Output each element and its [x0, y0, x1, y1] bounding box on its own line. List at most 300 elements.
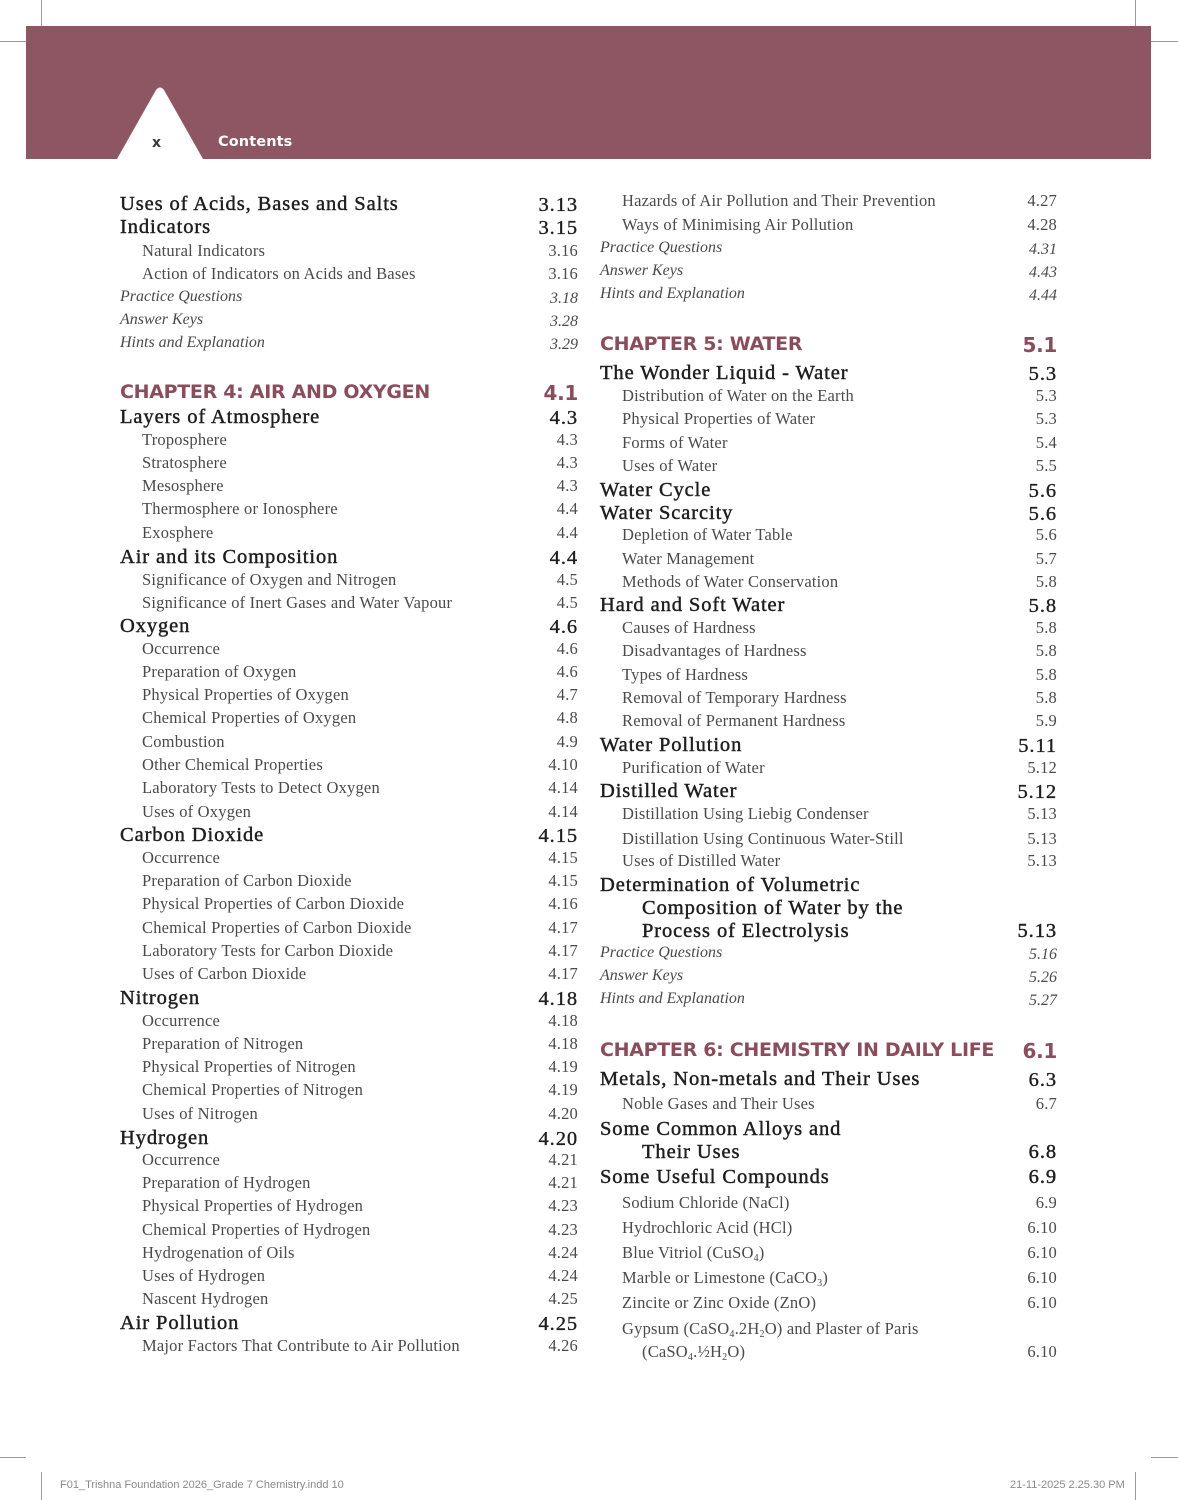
toc-entry-heading[interactable] [120, 216, 578, 240]
toc-entry-heading[interactable] [120, 1127, 578, 1151]
toc-page-number: 5.11 [1018, 735, 1057, 757]
toc-entry-chapter[interactable] [600, 1039, 1057, 1063]
toc-entry-italic[interactable] [120, 334, 578, 354]
toc-entry-title: The Wonder Liquid - Water [600, 362, 849, 384]
toc-page-number: 3.13 [538, 194, 578, 216]
toc-page-number: 5.3 [1035, 386, 1057, 405]
toc-page-number: 4.17 [548, 918, 578, 937]
running-header-title: Contents [218, 134, 293, 150]
toc-entry-title: Answer Keys [600, 967, 684, 984]
toc-entry-title: Practice Questions [120, 288, 243, 305]
toc-page-number: 4.28 [1027, 215, 1057, 234]
toc-page-number: 4.25 [548, 1289, 578, 1308]
toc-entry-heading[interactable] [120, 1312, 578, 1336]
toc-entry-title: Occurrence [142, 1150, 221, 1169]
toc-page-number: 5.7 [1035, 549, 1057, 568]
toc-page-number: 5.1 [1022, 333, 1057, 357]
toc-page-number: 4.15 [548, 871, 578, 890]
toc-entry-title: Physical Properties of Carbon Dioxide [142, 894, 405, 913]
toc-entry-italic[interactable] [120, 288, 578, 308]
toc-subentry-compound[interactable] [622, 1193, 790, 1213]
toc-entry-sub[interactable] [600, 386, 1057, 406]
text-part: Sodium Chloride (NaCl) [622, 1193, 790, 1212]
toc-entry-title: Nascent Hydrogen [142, 1289, 269, 1308]
toc-entry-heading[interactable] [600, 594, 1057, 618]
toc-entry-heading[interactable] [120, 193, 578, 217]
toc-entry-title: CHAPTER 4: AIR AND OXYGEN [120, 381, 430, 403]
toc-page-number: 4.1 [543, 381, 578, 405]
toc-entry-sub[interactable] [120, 241, 578, 261]
toc-entry-title: Uses of Water [622, 456, 718, 475]
toc-subentry-gypsum-line2[interactable] [642, 1342, 745, 1362]
toc-entry-italic[interactable] [600, 967, 1057, 987]
toc-page-number: 4.4 [549, 547, 578, 569]
toc-entry-title: Stratosphere [142, 453, 227, 472]
toc-page-number: 4.24 [548, 1266, 578, 1285]
toc-entry-title: Hints and Explanation [600, 990, 745, 1007]
toc-entry-sub[interactable] [600, 829, 1057, 849]
crop-mark [1135, 0, 1136, 26]
toc-page-number: 4.20 [538, 1128, 578, 1150]
toc-subentry-gypsum[interactable] [622, 1319, 919, 1339]
toc-entry-title: Major Factors That Contribute to Air Pollution [142, 1336, 460, 1355]
toc-entry-title: Purification of Water [622, 758, 765, 777]
subscript: 3 [817, 1278, 823, 1289]
toc-entry-title: Nitrogen [120, 987, 201, 1009]
toc-page-number: 5.8 [1035, 688, 1057, 707]
toc-entry-italic[interactable] [120, 311, 578, 331]
toc-entry-title: Uses of Acids, Bases and Salts [120, 193, 399, 215]
page-number: x [152, 135, 162, 151]
toc-entry-sub[interactable] [600, 191, 1057, 211]
toc-page-number: 4.5 [556, 570, 578, 589]
toc-entry-title: Metals, Non-metals and Their Uses [600, 1068, 921, 1090]
toc-heading-line[interactable]: Determination of Volumetric [600, 874, 861, 896]
toc-entry-italic[interactable] [600, 262, 1057, 282]
toc-entry-heading[interactable] [600, 479, 1057, 503]
toc-entry-sub[interactable] [120, 453, 578, 473]
toc-entry-title: Uses of Carbon Dioxide [142, 964, 307, 983]
toc-entry-sub[interactable] [120, 1243, 578, 1263]
toc-entry-sub[interactable] [120, 964, 578, 984]
toc-entry-sub[interactable] [600, 665, 1057, 685]
toc-page-number: 4.17 [548, 941, 578, 960]
toc-page-number: 4.25 [538, 1313, 578, 1335]
toc-entry-title: Oxygen [120, 615, 191, 637]
toc-entry-title: Answer Keys [120, 311, 204, 328]
toc-entry-sub[interactable] [600, 711, 1057, 731]
toc-entry-chapter[interactable] [120, 381, 578, 405]
toc-page-number: 6.3 [1028, 1069, 1057, 1091]
toc-entry-heading[interactable] [120, 546, 578, 570]
toc-page-number: 4.3 [556, 430, 578, 449]
toc-page-number: 5.26 [1029, 969, 1057, 986]
toc-page-number: 5.8 [1028, 595, 1057, 617]
toc-entry-title: Significance of Oxygen and Nitrogen [142, 570, 397, 589]
toc-entry-title: Uses of Oxygen [142, 802, 252, 821]
toc-page-number: 4.27 [1027, 191, 1057, 210]
toc-page-number: 6.10 [1027, 1268, 1057, 1287]
toc-entry-title: Laboratory Tests for Carbon Dioxide [142, 941, 394, 960]
toc-page-number: 5.13 [1017, 920, 1057, 942]
toc-page-number: 4.43 [1029, 264, 1057, 281]
toc-page-number: 6.10 [1027, 1243, 1057, 1262]
toc-entry-title: Forms of Water [622, 433, 728, 452]
toc-entry-heading[interactable] [600, 502, 1057, 526]
toc-entry-sub[interactable] [120, 941, 578, 961]
toc-entry-sub[interactable] [120, 476, 578, 496]
toc-entry-title: Chemical Properties of Carbon Dioxide [142, 918, 412, 937]
toc-entry-sub[interactable] [600, 409, 1057, 429]
toc-subentry-compound[interactable] [622, 1243, 764, 1263]
subscript: 2 [759, 1329, 765, 1340]
text-part: ) [758, 1243, 765, 1262]
toc-entry-title: Ways of Minimising Air Pollution [622, 215, 854, 234]
toc-heading-line[interactable]: Process of Electrolysis [642, 920, 850, 942]
toc-entry-title: Distillation Using Continuous Water-Still [622, 829, 904, 848]
toc-entry-sub[interactable] [600, 433, 1057, 453]
toc-entry-sub[interactable] [120, 1080, 578, 1100]
toc-entry-title: Hints and Explanation [600, 285, 745, 302]
toc-page-number: 5.5 [1035, 456, 1057, 475]
toc-entry-sub[interactable] [120, 1289, 578, 1309]
toc-entry-title: Preparation of Nitrogen [142, 1034, 304, 1053]
subscript: 2 [722, 1352, 728, 1363]
toc-entry-sub[interactable] [120, 639, 578, 659]
toc-entry-sub[interactable] [120, 1196, 578, 1216]
toc-page-number: 4.21 [548, 1173, 578, 1192]
toc-entry-heading[interactable] [600, 734, 1057, 758]
text-part: .½H [693, 1342, 723, 1361]
toc-entry-title: Hydrogen [120, 1127, 210, 1149]
toc-subentry-compound[interactable] [622, 1293, 816, 1313]
toc-entry-title: Indicators [120, 216, 211, 238]
toc-page-number: 4.3 [549, 407, 578, 429]
toc-page-number: 4.18 [538, 988, 578, 1010]
toc-page-number: 4.5 [556, 593, 578, 612]
toc-entry-sub[interactable] [120, 894, 578, 914]
toc-entry-title: Methods of Water Conservation [622, 572, 839, 591]
subscript: 4 [729, 1329, 735, 1340]
toc-entry-title: Air Pollution [120, 1312, 240, 1334]
toc-entry-title: Distilled Water [600, 780, 738, 802]
toc-entry-title: Practice Questions [600, 239, 723, 256]
toc-page-number: 6.10 [1027, 1218, 1057, 1237]
toc-entry-title: Physical Properties of Water [622, 409, 816, 428]
toc-entry-title: Uses of Nitrogen [142, 1104, 258, 1123]
toc-entry-title: Uses of Distilled Water [622, 851, 781, 870]
toc-entry-italic[interactable] [600, 285, 1057, 305]
toc-page-number: 4.15 [538, 825, 578, 847]
toc-page-number: 5.6 [1035, 525, 1057, 544]
toc-heading-line[interactable]: Some Common Alloys and [600, 1118, 842, 1140]
toc-page-number: 4.6 [556, 662, 578, 681]
toc-entry-title: Preparation of Carbon Dioxide [142, 871, 352, 890]
toc-entry-heading[interactable] [600, 1068, 1057, 1092]
text-part: Zincite or Zinc Oxide (ZnO) [622, 1293, 817, 1312]
toc-entry-title: Occurrence [142, 848, 221, 867]
toc-page-number: 4.26 [548, 1336, 578, 1355]
toc-entry-sub[interactable] [600, 215, 1057, 235]
toc-page-number: 6.8 [1028, 1141, 1057, 1163]
toc-entry-title: Mesosphere [142, 476, 224, 495]
toc-entry-title: Physical Properties of Oxygen [142, 685, 349, 704]
text-part: .2H [734, 1319, 760, 1338]
toc-entry-title: Preparation of Hydrogen [142, 1173, 311, 1192]
toc-page-number: 4.4 [556, 499, 578, 518]
toc-page-number: 4.6 [549, 616, 578, 638]
toc-page-number: 6.9 [1035, 1193, 1057, 1212]
crop-mark [1151, 1457, 1178, 1458]
toc-page-number: 5.8 [1035, 572, 1057, 591]
toc-page-number: 5.8 [1035, 618, 1057, 637]
toc-entry-title: Water Scarcity [600, 502, 734, 524]
toc-entry-title: Uses of Hydrogen [142, 1266, 266, 1285]
toc-entry-title: Noble Gases and Their Uses [622, 1094, 815, 1113]
toc-entry-title: Action of Indicators on Acids and Bases [142, 264, 416, 283]
toc-entry-italic[interactable] [600, 990, 1057, 1010]
toc-subentry-compound[interactable] [622, 1268, 828, 1288]
toc-entry-title: Removal of Temporary Hardness [622, 688, 847, 707]
toc-page-number: 4.23 [548, 1220, 578, 1239]
subscript: 4 [753, 1253, 759, 1264]
toc-entry-title: Carbon Dioxide [120, 824, 265, 846]
toc-page-number: 5.13 [1027, 804, 1057, 823]
toc-entry-sub[interactable] [120, 523, 578, 543]
toc-page-number: 5.12 [1017, 781, 1057, 803]
toc-page-number: 4.24 [548, 1243, 578, 1262]
toc-entry-sub[interactable] [120, 918, 578, 938]
toc-entry-sub[interactable] [120, 430, 578, 450]
toc-page-number: 4.14 [548, 778, 578, 797]
text-part: ) [822, 1268, 829, 1287]
toc-entry-sub[interactable] [120, 1034, 578, 1054]
toc-entry-sub[interactable] [600, 1094, 1057, 1114]
toc-entry-title: Chemical Properties of Oxygen [142, 708, 357, 727]
toc-page-number: 4.3 [556, 476, 578, 495]
toc-page-number: 3.16 [548, 264, 578, 283]
toc-entry-title: Water Cycle [600, 479, 712, 501]
toc-heading-line[interactable]: Their Uses [642, 1141, 741, 1163]
toc-page-number: 4.8 [556, 708, 578, 727]
toc-page-number: 4.23 [548, 1196, 578, 1215]
toc-entry-sub[interactable] [600, 641, 1057, 661]
toc-entry-sub[interactable] [120, 1173, 578, 1193]
toc-entry-sub[interactable] [600, 549, 1057, 569]
toc-page-number: 4.7 [556, 685, 578, 704]
toc-page-number: 3.18 [550, 290, 578, 307]
toc-page-number: 4.9 [556, 732, 578, 751]
toc-page-number: 5.13 [1027, 829, 1057, 848]
toc-page-number: 6.9 [1028, 1166, 1057, 1188]
toc-entry-title: Laboratory Tests to Detect Oxygen [142, 778, 380, 797]
toc-entry-title: CHAPTER 6: CHEMISTRY IN DAILY LIFE [600, 1039, 995, 1061]
toc-entry-sub[interactable] [120, 1336, 578, 1356]
toc-page-number: 6.10 [1027, 1293, 1057, 1312]
toc-entry-title: Answer Keys [600, 262, 684, 279]
text-part: Hydrochloric Acid (HCl) [622, 1218, 793, 1237]
toc-page-number: 4.4 [556, 523, 578, 542]
toc-entry-sub[interactable] [120, 1011, 578, 1031]
toc-entry-sub[interactable] [600, 688, 1057, 708]
toc-entry-title: Distribution of Water on the Earth [622, 386, 854, 405]
toc-entry-title: Removal of Permanent Hardness [622, 711, 846, 730]
toc-entry-italic[interactable] [600, 239, 1057, 259]
toc-entry-sub[interactable] [600, 804, 1057, 824]
toc-entry-title: Types of Hardness [622, 665, 748, 684]
toc-page-number: 5.3 [1035, 409, 1057, 428]
toc-entry-sub[interactable] [120, 848, 578, 868]
toc-page-number: 4.31 [1029, 241, 1057, 258]
toc-entry-title: Water Management [622, 549, 755, 568]
toc-entry-title: Practice Questions [600, 944, 723, 961]
toc-page-number: 4.18 [548, 1034, 578, 1053]
toc-entry-title: Hydrogenation of Oils [142, 1243, 295, 1262]
crop-mark [0, 1457, 26, 1458]
toc-entry-title: Significance of Inert Gases and Water Vapour [142, 593, 453, 612]
toc-entry-title: Hazards of Air Pollution and Their Prevention [622, 191, 936, 210]
toc-entry-heading[interactable] [120, 824, 578, 848]
toc-entry-title: Layers of Atmosphere [120, 406, 321, 428]
toc-page-number: 5.6 [1028, 480, 1057, 502]
toc-entry-heading[interactable] [120, 615, 578, 639]
toc-entry-title: Physical Properties of Hydrogen [142, 1196, 364, 1215]
toc-page-number: 3.16 [548, 241, 578, 260]
toc-entry-sub[interactable] [600, 525, 1057, 545]
toc-page-number: 5.27 [1029, 992, 1057, 1009]
toc-page-number: 5.9 [1035, 711, 1057, 730]
toc-entry-title: Exosphere [142, 523, 214, 542]
toc-entry-heading[interactable] [120, 987, 578, 1011]
crop-mark [41, 0, 42, 26]
toc-entry-title: Air and its Composition [120, 546, 339, 568]
toc-page-number: 5.16 [1029, 946, 1057, 963]
toc-page-number: 4.6 [556, 639, 578, 658]
crop-mark [1151, 41, 1178, 42]
toc-entry-title: Hard and Soft Water [600, 594, 786, 616]
toc-entry-title: Hints and Explanation [120, 334, 265, 351]
toc-entry-sub[interactable] [120, 1104, 578, 1124]
toc-entry-sub[interactable] [600, 851, 1057, 871]
toc-entry-title: Other Chemical Properties [142, 755, 323, 774]
toc-page-number: 3.29 [550, 336, 578, 353]
toc-page-number: 4.18 [548, 1011, 578, 1030]
toc-page-number: 4.14 [548, 802, 578, 821]
toc-page-number: 4.19 [548, 1057, 578, 1076]
toc-page-number: 6.1 [1022, 1039, 1057, 1063]
toc-page-number: 5.8 [1035, 665, 1057, 684]
toc-entry-heading[interactable] [600, 362, 1057, 386]
toc-page-number: 6.7 [1035, 1094, 1057, 1113]
toc-entry-title: Water Pollution [600, 734, 743, 756]
toc-entry-sub[interactable] [600, 618, 1057, 638]
toc-page-number: 4.44 [1029, 287, 1057, 304]
toc-entry-title: CHAPTER 5: WATER [600, 333, 803, 355]
toc-entry-title: Troposphere [142, 430, 228, 449]
subscript: 4 [687, 1352, 694, 1363]
toc-entry-sub[interactable] [120, 708, 578, 728]
crop-mark [41, 1472, 42, 1500]
toc-entry-sub[interactable] [120, 1266, 578, 1286]
toc-entry-sub[interactable] [120, 662, 578, 682]
toc-page-number: 5.6 [1028, 503, 1057, 525]
toc-entry-sub[interactable] [120, 755, 578, 775]
toc-entry-sub[interactable] [600, 758, 1057, 778]
toc-entry-chapter[interactable] [600, 333, 1057, 357]
toc-entry-sub[interactable] [120, 499, 578, 519]
toc-page-number: 5.8 [1035, 641, 1057, 660]
text-part: (CaSO [642, 1342, 688, 1361]
toc-entry-sub[interactable] [120, 1057, 578, 1077]
toc-heading-line[interactable]: Composition of Water by the [642, 897, 904, 919]
text-part: O) and Plaster of Paris [764, 1319, 919, 1338]
toc-entry-sub[interactable] [120, 1220, 578, 1240]
toc-page-number: 5.12 [1027, 758, 1057, 777]
toc-entry-sub[interactable] [120, 593, 578, 613]
text-part: O) [727, 1342, 746, 1361]
toc-entry-title: Causes of Hardness [622, 618, 756, 637]
toc-entry-sub[interactable] [120, 685, 578, 705]
toc-entry-heading[interactable] [600, 780, 1057, 804]
toc-entry-sub[interactable] [600, 572, 1057, 592]
toc-entry-title: Occurrence [142, 1011, 221, 1030]
toc-entry-sub[interactable] [120, 732, 578, 752]
toc-page-number: 3.28 [550, 313, 578, 330]
toc-page-number: 4.19 [548, 1080, 578, 1099]
toc-page-number: 4.21 [548, 1150, 578, 1169]
toc-entry-sub[interactable] [120, 1150, 578, 1170]
footer-datetime: 21-11-2025 2.25.30 PM [1010, 1479, 1125, 1491]
toc-page-number: 3.15 [538, 217, 578, 239]
toc-entry-italic[interactable] [600, 944, 1057, 964]
text-part: Blue Vitriol (CuSO [622, 1243, 754, 1262]
text-part: Marble or Limestone (CaCO [622, 1268, 818, 1287]
toc-entry-title: Disadvantages of Hardness [622, 641, 807, 660]
toc-entry-title: Distillation Using Liebig Condenser [622, 804, 869, 823]
toc-entry-sub[interactable] [120, 570, 578, 590]
toc-entry-title: Chemical Properties of Nitrogen [142, 1080, 364, 1099]
toc-heading[interactable]: Some Useful Compounds [600, 1166, 830, 1188]
toc-entry-title: Occurrence [142, 639, 221, 658]
crop-mark [0, 41, 26, 42]
text-part: Gypsum (CaSO [622, 1319, 730, 1338]
toc-entry-title: Combustion [142, 732, 225, 751]
toc-entry-sub[interactable] [120, 264, 578, 284]
toc-entry-title: Thermosphere or Ionosphere [142, 499, 338, 518]
toc-entry-title: Preparation of Oxygen [142, 662, 297, 681]
toc-subentry-compound[interactable] [622, 1218, 792, 1238]
toc-entry-sub[interactable] [120, 802, 578, 822]
toc-page-number: 6.10 [1027, 1342, 1057, 1361]
toc-page-number: 4.20 [548, 1104, 578, 1123]
toc-entry-title: Physical Properties of Nitrogen [142, 1057, 356, 1076]
toc-page-number: 5.3 [1028, 363, 1057, 385]
toc-page-number: 4.10 [548, 755, 578, 774]
toc-page-number: 4.16 [548, 894, 578, 913]
toc-entry-title: Depletion of Water Table [622, 525, 793, 544]
toc-entry-sub[interactable] [120, 778, 578, 798]
toc-entry-title: Natural Indicators [142, 241, 266, 260]
toc-page-number: 5.13 [1027, 851, 1057, 870]
toc-page-number: 4.15 [548, 848, 578, 867]
toc-entry-heading[interactable] [120, 406, 578, 430]
toc-entry-sub[interactable] [600, 456, 1057, 476]
toc-page-number: 4.3 [556, 453, 578, 472]
footer-file-name: F01_Trishna Foundation 2026_Grade 7 Chemistry.indd 10 [60, 1479, 344, 1491]
toc-entry-sub[interactable] [120, 871, 578, 891]
toc-page-number: 5.4 [1035, 433, 1057, 452]
toc-entry-title: Chemical Properties of Hydrogen [142, 1220, 371, 1239]
